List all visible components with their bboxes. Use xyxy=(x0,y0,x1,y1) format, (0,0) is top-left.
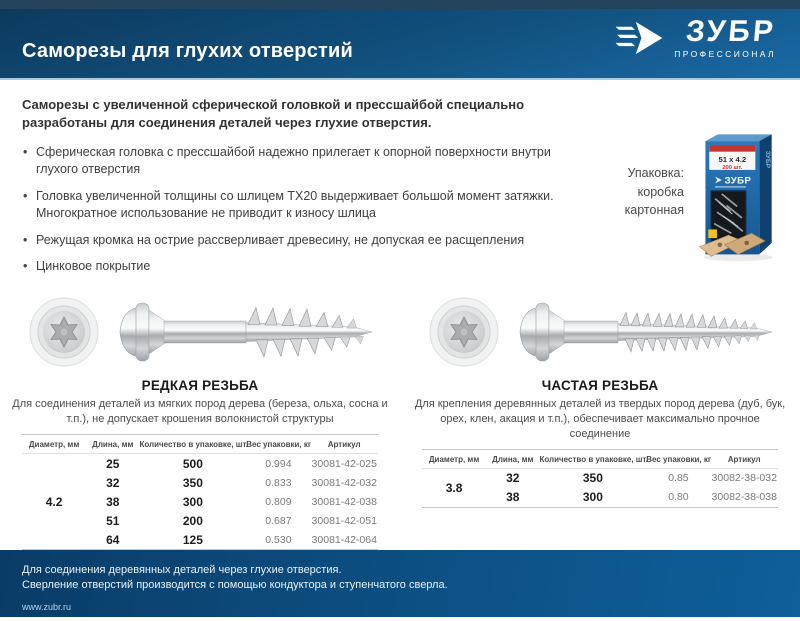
page-title: Саморезы для глухих отверстий xyxy=(22,40,354,62)
screw-head-icon xyxy=(30,298,98,366)
box-side-brand-text: ЗУБР xyxy=(763,150,771,168)
cell-sku: 30081-42-038 xyxy=(311,495,377,508)
cell-sku: 30081-42-051 xyxy=(311,514,377,527)
col-length: Длина, мм xyxy=(492,454,534,464)
table-row xyxy=(86,473,378,492)
box-brand-text: ЗУБР xyxy=(724,175,752,187)
cell-length: 38 xyxy=(106,494,120,509)
spec-table xyxy=(422,449,778,508)
package-box-image xyxy=(692,118,788,266)
package-label-line2: коробка картонная xyxy=(624,184,684,217)
brand-logo xyxy=(614,17,776,59)
cell-sku: 30081-42-025 xyxy=(311,457,377,470)
lead-paragraph: Саморезы с увеличенной сферической головкой и прессшайбой специально разработаны для соединения деталей через глухие отверстия. xyxy=(22,97,525,130)
page-footer xyxy=(0,550,800,621)
table-row xyxy=(86,530,378,549)
cell-weight: 0.687 xyxy=(265,514,292,527)
cell-sku: 30081-42-064 xyxy=(311,533,377,546)
cell-weight: 0.994 xyxy=(265,457,292,470)
dense-thread-screw-image xyxy=(424,295,776,369)
cell-length: 51 xyxy=(106,513,120,528)
footer-line2: Сверление отверстий производится с помощью кондуктора и ступенчатого сверла. xyxy=(22,578,448,591)
section-description: Для крепления деревянных деталей из твердых пород дерева (дуб, бук, орех, клен, акация и т.п.), обеспечивает максимально прочное соединение xyxy=(414,398,786,441)
feature-bullet: • Режущая кромка на острие рассверливает древесину, не допуская ее расщепления xyxy=(22,232,577,249)
section-sparse-thread xyxy=(0,295,400,550)
cell-length: 32 xyxy=(506,471,520,486)
cell-weight: 0.809 xyxy=(265,495,292,508)
cell-quantity: 125 xyxy=(182,532,203,547)
diameter-value: 4.2 xyxy=(45,494,63,509)
cell-sku: 30082-38-038 xyxy=(711,491,777,504)
spec-table xyxy=(22,434,378,550)
col-quantity: Количество в упаковке, шт. xyxy=(139,440,248,450)
col-weight: Вес упаковки, кг xyxy=(646,454,712,464)
package-label-line1: Упаковка: xyxy=(627,166,684,181)
intro-section xyxy=(0,80,800,285)
box-size-text: 51 х 4.2 xyxy=(718,154,747,164)
feature-bullet: • Головка увеличенной толщины со шлицем TX20 выдерживает большой момент затяжки. Многократное использование не приводит к износу шлица xyxy=(22,188,577,222)
col-length: Длина, мм xyxy=(92,440,134,450)
table-header-row xyxy=(422,450,778,469)
screw-head-icon xyxy=(430,298,498,366)
cell-weight: 0.833 xyxy=(265,476,292,489)
screw-side-view xyxy=(120,303,372,361)
brand-name: ЗУБР xyxy=(684,15,778,48)
sparse-thread-screw-image xyxy=(24,295,376,369)
cell-sku: 30081-42-032 xyxy=(311,476,377,489)
cell-quantity: 350 xyxy=(582,471,603,486)
screw-side-view xyxy=(520,303,772,361)
col-diameter: Диаметр, мм xyxy=(428,454,480,464)
website-link[interactable]: www.zubr.ru xyxy=(22,601,72,612)
package-info xyxy=(593,98,788,285)
table-row xyxy=(86,511,378,530)
cell-quantity: 200 xyxy=(182,513,203,528)
cell-quantity: 300 xyxy=(582,490,603,505)
brand-subtitle: ПРОФЕССИОНАЛ xyxy=(674,49,776,59)
feature-bullet: • Сферическая головка с прессшайбой надежно прилегает к опорной поверхности внутри глухого отверстия xyxy=(22,144,577,178)
box-badge xyxy=(708,229,717,238)
section-heading: ЧАСТАЯ РЕЗЬБА xyxy=(541,378,659,394)
feature-bullet: • Цинковое покрытие xyxy=(22,258,577,275)
cell-quantity: 300 xyxy=(182,494,203,509)
col-sku: Артикул xyxy=(727,454,761,464)
col-weight: Вес упаковки, кг xyxy=(246,440,312,450)
cell-weight: 0.85 xyxy=(668,472,689,485)
section-heading: РЕДКАЯ РЕЗЬБА xyxy=(141,378,259,394)
cell-quantity: 350 xyxy=(182,475,203,490)
package-label xyxy=(593,164,684,218)
cell-length: 64 xyxy=(106,532,120,547)
cell-quantity: 500 xyxy=(182,456,203,471)
footer-line1: Для соединения деревянных деталей через глухие отверстия. xyxy=(22,564,342,577)
product-sections xyxy=(0,295,800,550)
feature-list xyxy=(22,144,593,275)
cell-sku: 30082-38-032 xyxy=(711,472,777,485)
cell-length: 25 xyxy=(106,456,120,471)
zubr-bison-icon xyxy=(614,20,664,56)
table-row xyxy=(486,469,778,488)
cell-length: 38 xyxy=(506,490,520,505)
col-quantity: Количество в упаковке, шт. xyxy=(539,454,648,464)
diameter-value: 3.8 xyxy=(445,480,463,495)
section-dense-thread xyxy=(400,295,800,550)
box-qty-text: 200 шт. xyxy=(722,164,743,171)
cell-weight: 0.80 xyxy=(668,491,689,504)
page-header xyxy=(0,0,800,80)
table-header-row xyxy=(22,435,378,454)
cell-length: 32 xyxy=(106,475,120,490)
table-row xyxy=(86,454,378,473)
table-row xyxy=(86,492,378,511)
col-sku: Артикул xyxy=(327,440,361,450)
cell-weight: 0.530 xyxy=(265,533,292,546)
section-description: Для соединения деталей из мягких пород дерева (береза, ольха, сосна и т.п.), не допускает крошения волокнистой структуры xyxy=(12,398,388,426)
col-diameter: Диаметр, мм xyxy=(28,440,80,450)
table-row xyxy=(486,488,778,507)
